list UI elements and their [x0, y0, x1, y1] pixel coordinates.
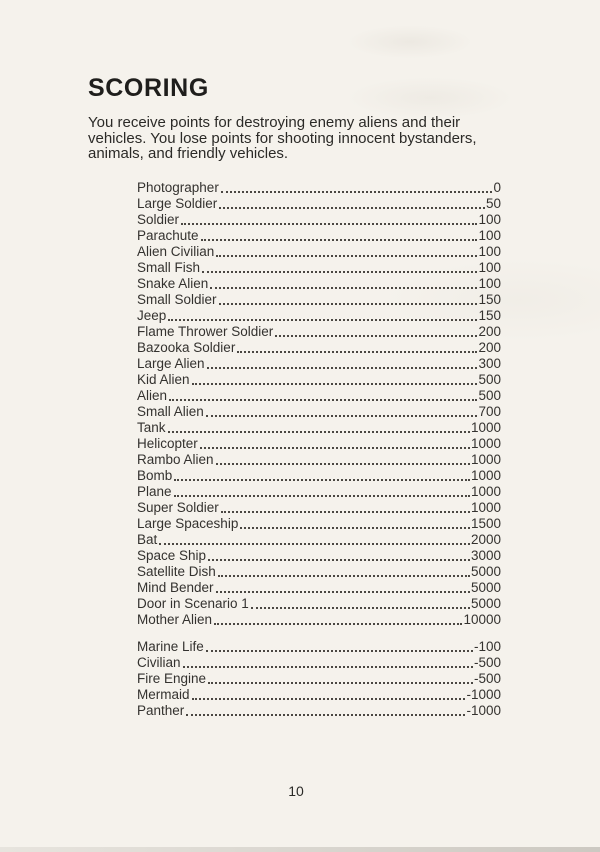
score-item-name: Large Spaceship	[137, 516, 239, 531]
score-row	[137, 260, 501, 276]
score-item-points: 150	[478, 292, 501, 307]
dot-leader	[235, 340, 478, 356]
score-item-name: Marine Life	[137, 639, 204, 654]
score-item-points: -500	[473, 671, 501, 686]
dot-leader	[204, 404, 479, 420]
score-item-points: -500	[473, 655, 501, 670]
score-item-name: Large Soldier	[137, 196, 218, 211]
dot-leader	[212, 612, 463, 628]
score-item-points: 3000	[470, 548, 501, 563]
score-item-points: 5000	[470, 580, 501, 595]
score-row	[137, 452, 501, 468]
dot-leader	[190, 687, 467, 703]
score-item-name: Fire Engine	[137, 671, 207, 686]
score-item-points: 100	[478, 228, 501, 243]
score-item-points: -100	[473, 639, 501, 654]
positive-score-list	[137, 180, 501, 628]
dot-leader	[249, 596, 471, 612]
score-row	[137, 500, 501, 516]
dot-leader	[184, 703, 466, 719]
dot-leader	[205, 356, 479, 372]
score-item-name: Mind Bender	[137, 580, 214, 595]
score-item-name: Satellite Dish	[137, 564, 216, 579]
score-item-name: Small Alien	[137, 404, 204, 419]
score-row	[137, 292, 501, 308]
score-row	[137, 548, 501, 564]
score-item-name: Super Soldier	[137, 500, 219, 515]
page-title: SCORING	[88, 74, 209, 102]
score-row	[137, 196, 501, 212]
score-item-name: Jeep	[137, 308, 167, 323]
page-number: 10	[288, 783, 304, 799]
score-row	[137, 356, 501, 372]
dot-leader	[167, 388, 478, 404]
dot-leader	[198, 436, 471, 452]
score-row	[137, 228, 501, 244]
dot-leader	[238, 516, 471, 532]
score-item-points: 1000	[470, 484, 501, 499]
dot-leader	[172, 468, 471, 484]
score-row	[137, 436, 501, 452]
dot-leader	[206, 671, 474, 687]
score-row	[137, 703, 501, 719]
intro-line: animals, and friendly vehicles.	[88, 145, 289, 163]
score-item-name: Helicopter	[137, 436, 198, 451]
score-item-points: 1000	[470, 420, 501, 435]
score-row	[137, 420, 501, 436]
score-item-points: 100	[478, 276, 501, 291]
dot-leader	[166, 308, 478, 324]
score-item-name: Civilian	[137, 655, 181, 670]
score-item-name: Small Soldier	[137, 292, 217, 307]
score-item-points: 200	[478, 324, 501, 339]
dot-leader	[190, 372, 479, 388]
score-item-points: 200	[478, 340, 501, 355]
score-item-name: Flame Thrower Soldier	[137, 324, 274, 339]
score-item-points: -1000	[466, 703, 501, 718]
dot-leader	[219, 180, 494, 196]
score-row	[137, 639, 501, 655]
dot-leader	[214, 452, 471, 468]
score-row	[137, 180, 501, 196]
score-item-name: Plane	[137, 484, 172, 499]
dot-leader	[206, 548, 471, 564]
dot-leader	[208, 276, 478, 292]
score-row	[137, 324, 501, 340]
dot-leader	[219, 500, 471, 516]
dot-leader	[172, 484, 471, 500]
score-item-name: Rambo Alien	[137, 452, 214, 467]
dot-leader	[157, 532, 471, 548]
score-item-points: 1000	[470, 468, 501, 483]
score-row	[137, 532, 501, 548]
score-row	[137, 388, 501, 404]
score-item-points: 50	[485, 196, 501, 211]
score-row	[137, 468, 501, 484]
score-item-points: 300	[478, 356, 501, 371]
dot-leader	[181, 655, 474, 671]
score-item-points: 1000	[470, 436, 501, 451]
score-item-points: 500	[478, 372, 501, 387]
score-item-points: 100	[478, 244, 501, 259]
score-item-name: Parachute	[137, 228, 199, 243]
score-item-name: Bazooka Soldier	[137, 340, 236, 355]
dot-leader	[179, 212, 478, 228]
score-item-name: Snake Alien	[137, 276, 209, 291]
dot-leader	[217, 292, 479, 308]
score-row	[137, 596, 501, 612]
score-row	[137, 564, 501, 580]
score-row	[137, 212, 501, 228]
dot-leader	[216, 564, 471, 580]
score-row	[137, 580, 501, 596]
score-item-points: 700	[478, 404, 501, 419]
score-item-name: Alien Civilian	[137, 244, 215, 259]
score-item-points: 100	[478, 212, 501, 227]
score-item-points: 100	[478, 260, 501, 275]
score-item-points: 150	[478, 308, 501, 323]
scan-edge-shadow	[0, 847, 600, 852]
intro-line: vehicles. You lose points for shooting innocent bystanders,	[88, 129, 477, 147]
score-item-points: -1000	[466, 687, 501, 702]
score-item-name: Panther	[137, 703, 185, 718]
dot-leader	[200, 260, 478, 276]
score-item-name: Door in Scenario 1	[137, 596, 249, 611]
score-row	[137, 655, 501, 671]
intro-line: You receive points for destroying enemy aliens and their	[88, 114, 461, 131]
score-row	[137, 308, 501, 324]
score-row	[137, 484, 501, 500]
dot-leader	[214, 244, 478, 260]
dot-leader	[273, 324, 478, 340]
score-item-name: Alien	[137, 388, 168, 403]
score-row	[137, 516, 501, 532]
score-item-name: Kid Alien	[137, 372, 190, 387]
score-item-name: Small Fish	[137, 260, 201, 275]
score-row	[137, 372, 501, 388]
intro-paragraph	[88, 115, 477, 162]
score-item-points: 500	[478, 388, 501, 403]
score-row	[137, 687, 501, 703]
score-item-points: 2000	[470, 532, 501, 547]
score-row	[137, 244, 501, 260]
score-item-name: Tank	[137, 420, 166, 435]
score-item-name: Mother Alien	[137, 612, 213, 627]
dot-leader	[204, 639, 474, 655]
score-item-points: 10000	[463, 612, 501, 627]
score-item-name: Bat	[137, 532, 158, 547]
score-row	[137, 276, 501, 292]
negative-score-list	[137, 639, 501, 719]
dot-leader	[199, 228, 479, 244]
score-item-name: Large Alien	[137, 356, 205, 371]
score-row	[137, 404, 501, 420]
score-item-points: 1000	[470, 500, 501, 515]
score-item-name: Space Ship	[137, 548, 207, 563]
dot-leader	[214, 580, 471, 596]
score-row	[137, 340, 501, 356]
score-row	[137, 612, 501, 628]
score-item-points: 5000	[470, 596, 501, 611]
score-item-name: Bomb	[137, 468, 173, 483]
dot-leader	[217, 196, 486, 212]
score-row	[137, 671, 501, 687]
score-item-points: 1500	[470, 516, 501, 531]
dot-leader	[166, 420, 471, 436]
score-item-name: Mermaid	[137, 687, 190, 702]
score-item-name: Soldier	[137, 212, 180, 227]
score-item-points: 5000	[470, 564, 501, 579]
score-item-points: 0	[493, 180, 501, 195]
score-item-name: Photographer	[137, 180, 219, 195]
score-item-points: 1000	[470, 452, 501, 467]
